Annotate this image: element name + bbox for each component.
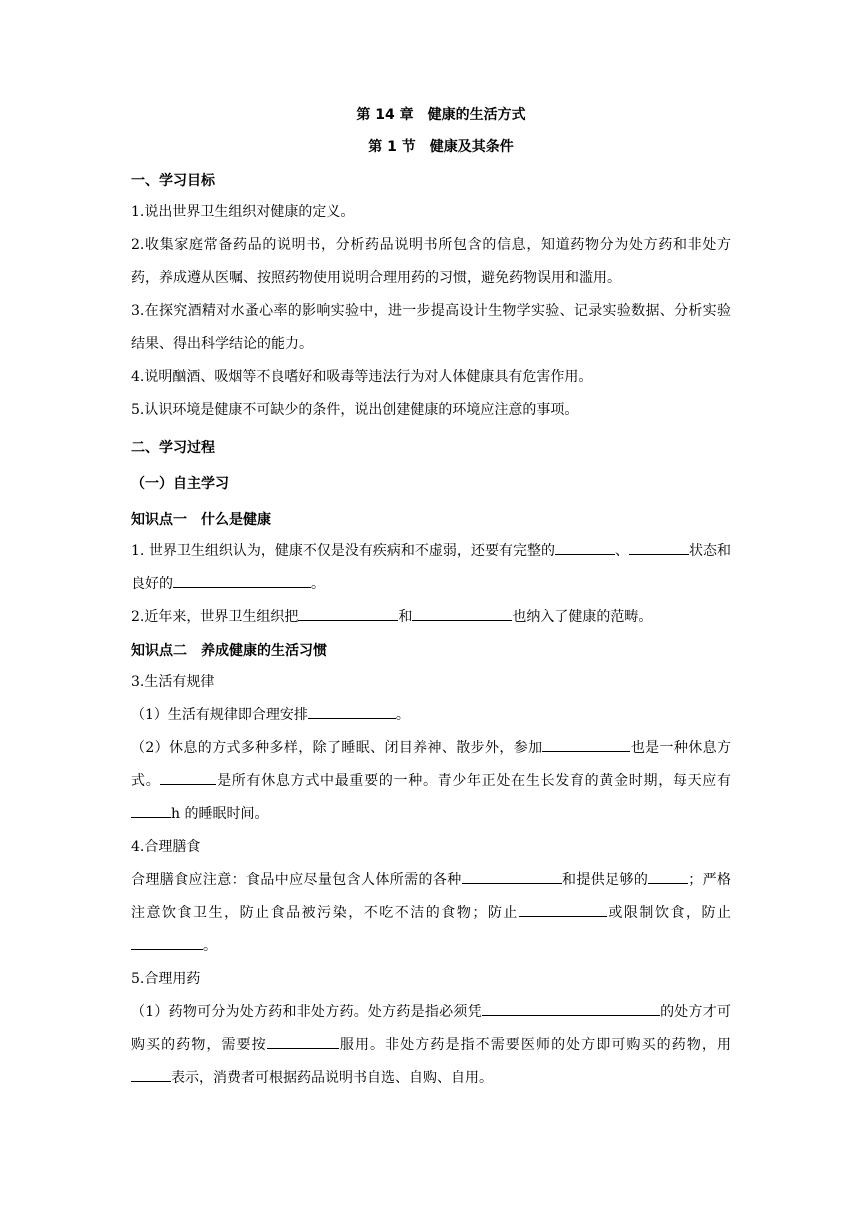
document-body	[131, 108, 731, 1095]
goal-item: 5.认识环境是健康不可缺少的条件，说出创建健康的环境应注意的事项。	[131, 402, 579, 418]
question-5-title: 5.合理用药	[131, 971, 201, 987]
goal-item: 1.说出世界卫生组织对健康的定义。	[131, 204, 355, 220]
fill-blank[interactable]	[131, 1067, 171, 1082]
knowledge-point-2-heading: 知识点二 养成健康的生活习惯	[131, 643, 327, 659]
question-3-title: 3.生活有规律	[131, 674, 215, 690]
section-title: 第 1 节 健康及其条件	[368, 139, 514, 155]
knowledge-point-1-heading: 知识点一 什么是健康	[131, 512, 271, 528]
fill-blank[interactable]	[308, 704, 396, 719]
fill-blank[interactable]	[648, 869, 688, 884]
question-1: 1. 世界卫生组织认为，健康不仅是没有疾病和不虚弱，还要有完整的 、 状态和良好的 。	[131, 535, 731, 601]
fill-blank[interactable]	[542, 737, 630, 752]
question-4: 合理膳食应注意：食品中应尽量包含人体所需的各种 和提供足够的 ；严格注意饮食卫生，防止食品被污染，不吃不洁的食物；防止 或限制饮食，防止。	[131, 864, 731, 963]
fill-blank[interactable]	[519, 902, 607, 917]
fill-blank[interactable]	[555, 540, 615, 555]
question-3-1: （1）生活有规律即合理安排 。	[131, 699, 731, 732]
learning-goals-list	[131, 196, 731, 427]
fill-blank[interactable]	[412, 606, 512, 621]
goal-item: 4.说明酗酒、吸烟等不良嗜好和吸毒等违法行为对人体健康具有危害作用。	[131, 369, 593, 385]
chapter-title: 第 14 章 健康的生活方式	[356, 107, 526, 123]
learning-goals-heading: 一、学习目标	[131, 173, 215, 189]
question-2: 2.近年来，世界卫生组织把 和 也纳入了健康的范畴。	[131, 601, 731, 634]
question-3-2: （2）休息的方式多种多样，除了睡眠、闭目养神、散步外，参加 也是一种休息方式。 是所有休息方式中最重要的一种。青少年正处在生长发育的黄金时期，每天应有h 的睡眠时间。	[131, 732, 731, 831]
fill-blank[interactable]	[462, 869, 562, 884]
fill-blank[interactable]	[160, 770, 216, 785]
fill-blank[interactable]	[131, 803, 171, 818]
fill-blank[interactable]	[173, 573, 311, 588]
goal-item: 3.在探究酒精对水蚤心率的影响实验中，进一步提高设计生物学实验、记录实验数据、分析实验结果、得出科学结论的能力。	[131, 303, 731, 352]
learning-process-heading: 二、学习过程	[131, 440, 215, 456]
fill-blank[interactable]	[482, 1001, 660, 1016]
fill-blank[interactable]	[267, 1034, 339, 1049]
fill-blank[interactable]	[131, 935, 203, 950]
goal-item: 2.收集家庭常备药品的说明书，分析药品说明书所包含的信息，知道药物分为处方药和非处方药，养成遵从医嘱、按照药物使用说明合理用药的习惯，避免药物误用和滥用。	[131, 237, 731, 286]
question-5-1: （1）药物可分为处方药和非处方药。处方药是指必须凭 的处方才可购买的药物，需要按 服用。非处方药是指不需要医师的处方即可购买的药物，用表示，消费者可根据药品说明书自选、自购、自用。	[131, 996, 731, 1095]
self-study-heading: （一）自主学习	[131, 476, 229, 492]
question-4-title: 4.合理膳食	[131, 839, 201, 855]
fill-blank[interactable]	[298, 606, 398, 621]
fill-blank[interactable]	[629, 540, 689, 555]
